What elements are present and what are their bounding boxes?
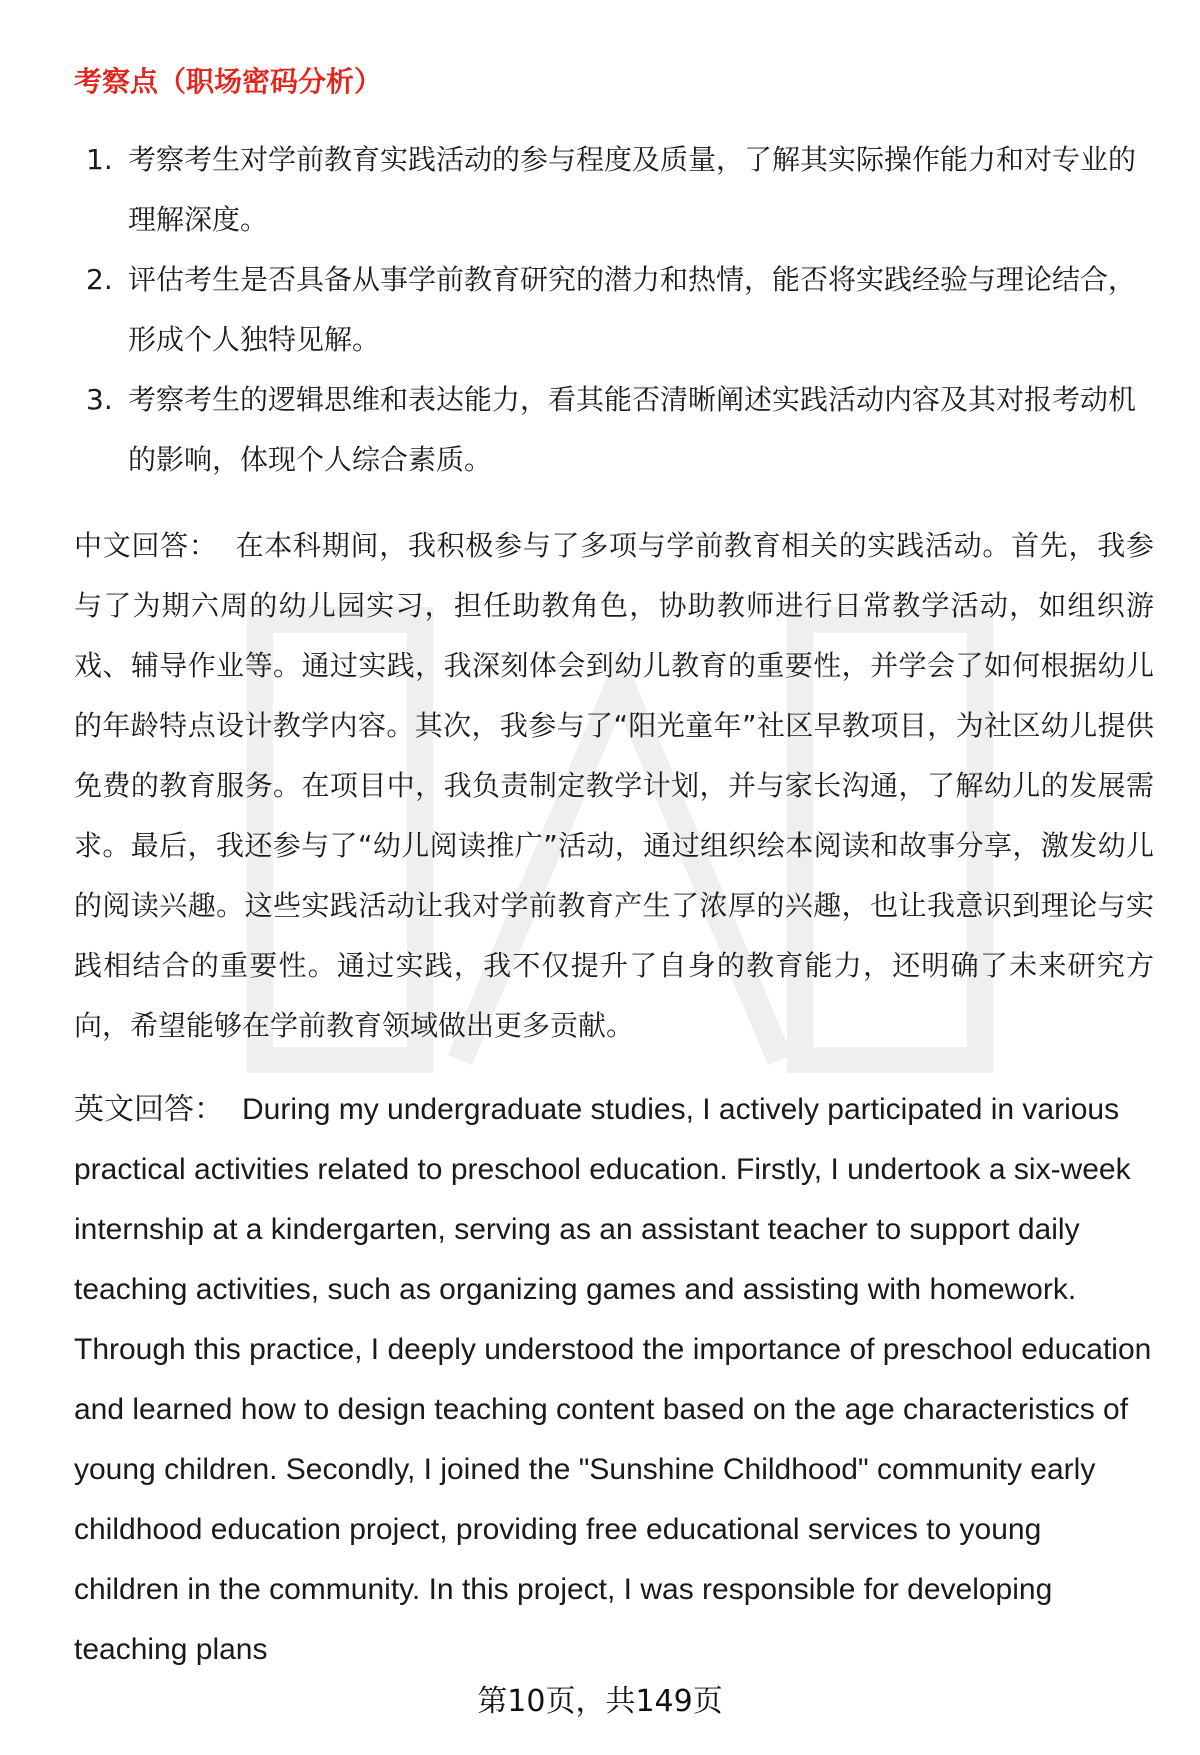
english-answer-label: 英文回答： — [74, 1093, 224, 1126]
chinese-answer-label: 中文回答： — [74, 529, 218, 562]
english-answer-text: During my undergraduate studies, I actively participated in various practical activities related to preschool education. Firstly, I undertook a six-week internship at a kindergarten, serving as an assistant teacher to support daily teaching activities, such as organizing games and assisting with homework. Through this practice, I deeply understood the importance of preschool education and learned how to design teaching content based on the age characteristics of young children. Secondly, I joined the "Sunshine Childhood" community early childhood education project, providing free educational services to young children in the community. In this project, I was responsible for developing teaching plans — [74, 1093, 1152, 1666]
evaluation-points-list — [74, 130, 1154, 490]
list-item-text: 评估考生是否具备从事学前教育研究的潜力和热情，能否将实践经验与理论结合，形成个人独特见解。 — [128, 263, 1137, 356]
document-page — [74, 52, 1154, 1680]
list-item-number: 3. — [86, 383, 113, 416]
chinese-answer-text: 在本科期间，我积极参与了多项与学前教育相关的实践活动。首先，我参与了为期六周的幼儿园实习，担任助教角色，协助教师进行日常教学活动，如组织游戏、辅导作业等。通过实践，我深刻体会到幼儿教育的重要性，并学会了如何根据幼儿的年龄特点设计教学内容。其次，我参与了“阳光童年”社区早教项目，为社区幼儿提供免费的教育服务。在项目中，我负责制定教学计划，并与家长沟通，了解幼儿的发展需求。最后，我还参与了“幼儿阅读推广”活动，通过组织绘本阅读和故事分享，激发幼儿的阅读兴趣。这些实践活动让我对学前教育产生了浓厚的兴趣，也让我意识到理论与实践相结合的重要性。通过实践，我不仅提升了自身的教育能力，还明确了未来研究方向，希望能够在学前教育领域做出更多贡献。 — [74, 529, 1154, 1042]
list-item-number: 1. — [86, 143, 113, 176]
list-item — [74, 370, 1154, 490]
page-number-footer: 第10页，共149页 — [477, 1684, 723, 1719]
list-item — [74, 130, 1154, 250]
list-item-number: 2. — [86, 263, 113, 296]
chinese-answer-paragraph — [74, 516, 1154, 1056]
section-title: 考察点（职场密码分析） — [74, 65, 383, 98]
english-answer-paragraph — [74, 1080, 1154, 1680]
list-item-text: 考察考生对学前教育实践活动的参与程度及质量，了解其实际操作能力和对专业的理解深度。 — [128, 143, 1137, 236]
list-item-text: 考察考生的逻辑思维和表达能力，看其能否清晰阐述实践活动内容及其对报考动机的影响，体现个人综合素质。 — [128, 383, 1137, 476]
list-item — [74, 250, 1154, 370]
